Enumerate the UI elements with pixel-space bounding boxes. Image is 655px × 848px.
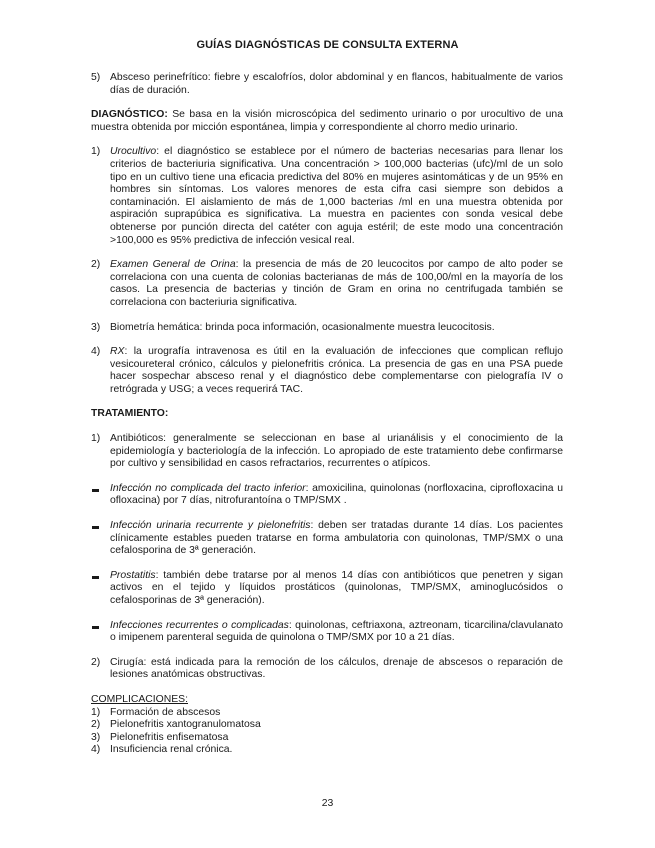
list-number: 1) [91,146,101,158]
list-text: : deben ser tratadas durante 14 días. Los pacientes clínicamente estables pueden tratarse en forma ambulatoria con quinolonas, TMP/SMX o una cefalosporina de 3ª generación. [110,520,563,557]
bullet-icon [91,483,110,508]
bullet-item [91,483,563,508]
term: Infección no complicada del tracto inferior [110,482,306,494]
list-number: 5) [91,72,101,83]
complicacion-item [91,732,563,745]
list-text: : quinolonas, ceftriaxona, aztreonam, ticarcilina/clavulanato o imipenem parenteral seguida de quinolona o TMP/SMX por 10 a 21 días. [110,619,563,644]
absceso-item [91,72,563,97]
list-number: 4) [91,346,101,358]
list-number: 2) [91,656,101,668]
list-number: 3) [91,731,101,743]
tratamiento-heading: TRATAMIENTO: [91,408,169,420]
page-number: 23 [321,798,334,809]
term: Prostatitis [110,569,156,581]
diagnostico-item-examen-orina [91,259,563,309]
bullet-icon [91,620,110,645]
list-number: 4) [91,744,101,756]
diagnostico-item-biometria [91,322,563,335]
list-number: 2) [91,719,101,731]
diagnostico-item-urocultivo [91,146,563,247]
list-text: : la presencia de más de 20 leucocitos por campo de alto poder se correlaciona con una cuenta de colonias bacterianas de más de 100,00/ml en la mayoría de los casos. La presencia de bacterias y tinción de Gram en orina no centrifugada también se correlaciona con bacteriuria significativa. [110,259,563,308]
complicaciones-heading: COMPLICACIONES: [91,693,188,705]
bullet-item [91,520,563,558]
list-number: 1) [91,706,101,718]
list-text: : también debe tratarse por al menos 14 días con antibióticos que penetren y sigan activos en el tejido y líquidos prostáticos (quinolonas, TMP/SMX, aminoglucósidos o cefalosporinas de 3ª generación). [110,569,563,606]
term: Examen General de Orina [110,259,236,271]
bullet-item [91,620,563,645]
term: Infecciones recurrentes o complicadas [110,619,289,631]
list-text: Pielonefritis enfisematosa [110,731,229,743]
list-number: 1) [91,433,101,445]
list-text: Absceso perinefrítico: fiebre y escalofríos, dolor abdominal y en flancos, habitualmente de varios días de duración. [110,72,563,96]
diagnostico-item-rx [91,346,563,396]
tratamiento-item-cirugia [91,657,563,682]
page-header: GUÍAS DIAGNÓSTICAS DE CONSULTA EXTERNA [196,39,459,51]
list-text: Pielonefritis xantogranulomatosa [110,719,261,731]
complicacion-item [91,707,563,720]
page-content [91,72,563,757]
list-text: : la urografía intravenosa es útil en la evaluación de infecciones que complican reflujo vesicoureteral crónico, cálculos y pielonefritis crónica. La presencia de gas en una PSA puede hacer sospechar absceso renal y el diagnóstico debe complementarse con pielografía IV o retrógrada y USG; a veces requerirá TAC. [110,346,563,395]
bullet-item [91,570,563,608]
bullet-icon [91,520,110,558]
list-text: Biometría hemática: brinda poca información, ocasionalmente muestra leucocitosis. [110,321,495,333]
list-text: : amoxicilina, quinolonas (norfloxacina, ciprofloxacina u ofloxacina) por 7 días, nitrofurantoína o TMP/SMX . [110,482,563,507]
term: Infección urinaria recurrente y pielonefritis [110,520,311,532]
term: Urocultivo [110,146,157,158]
tratamiento-item-antibioticos [91,433,563,471]
term: RX [110,346,125,358]
complicacion-item [91,719,563,732]
complicacion-item [91,744,563,757]
list-number: 2) [91,259,101,271]
diagnostico-heading: DIAGNÓSTICO: [91,109,168,121]
bullet-icon [91,570,110,608]
list-text: Insuficiencia renal crónica. [110,744,233,756]
list-text: : el diagnóstico se establece por el número de bacterias necesarias para llenar los criterios de bacteriuria significativa. Una concentración > 100,000 bacterias (ufc)/ml de un solo tipo en un cultivo tiene una eficacia predictiva del 80% en mujeres asintomáticas y de un 95% en hombres sin síntomas. Los valores menores de esta cifra casi siempre son debidos a contaminación. El aislamiento de más de 1,000 bacterias /ml en una muestra obtenida por aspiración suprapúbica es significativa. La muestra en pacientes con sonda vesical debe obtenerse por punción directa del catéter con aguja estéril; de este modo una concentración >100,000 es 95% predictiva de infección vesical real. [110,146,563,246]
diagnostico-intro: Se basa en la visión microscópica del sedimento urinario o por urocultivo de una muestra obtenida por micción espontánea, limpia y correspondiente al chorro medio urinario. [91,109,563,133]
list-text: Cirugía: está indicada para la remoción de los cálculos, drenaje de abscesos o reparación de lesiones anatómicas obstructivas. [110,656,563,681]
list-text: Antibióticos: generalmente se seleccionan en base al urianálisis y el conocimiento de la epidemiología y bacteriología de la infección. Lo apropiado de este tratamiento debe confirmarse por cultivo y sensibilidad en casos refractarios, recurrentes o atípicos. [110,433,563,470]
diagnostico-paragraph [91,109,563,134]
list-text: Formación de abscesos [110,706,221,718]
list-number: 3) [91,321,101,333]
